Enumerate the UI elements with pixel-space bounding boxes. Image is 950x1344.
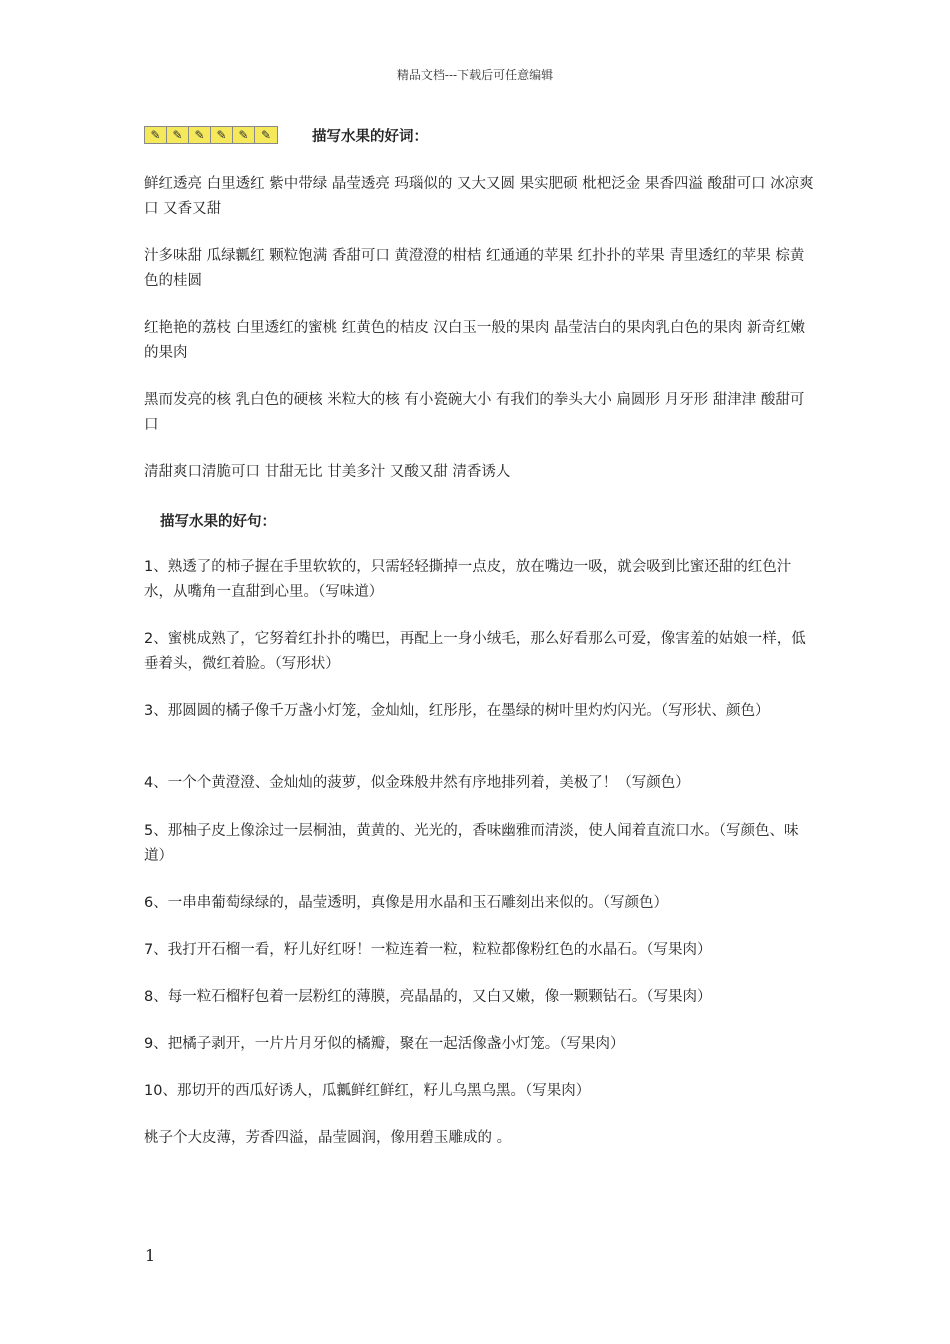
- words-paragraph: 汁多味甜 瓜绿瓤红 颗粒饱满 香甜可口 黄澄澄的柑桔 红通通的苹果 红扑扑的苹果 青里透红的苹果 棕黄色的桂圆: [144, 248, 805, 289]
- sentence-paragraph: 8、每一粒石榴籽包着一层粉红的薄膜，亮晶晶的，又白又嫩，像一颗颗钻石。（写果肉）: [144, 989, 712, 1005]
- page-number: 1: [145, 1246, 156, 1265]
- sentence-paragraph: 4、一个个黄澄澄、金灿灿的菠萝，似金珠般井然有序地排列着，美极了！（写颜色）: [144, 775, 690, 791]
- sentence-paragraph: 6、一串串葡萄绿绿的，晶莹透明，真像是用水晶和玉石雕刻出来似的。（写颜色）: [144, 895, 668, 911]
- pen-scroll-icon: ✎: [211, 127, 233, 143]
- decorative-icon-strip: [144, 126, 278, 144]
- pen-scroll-icon: ✎: [189, 127, 211, 143]
- sentence-paragraph: 7、我打开石榴一看，籽儿好红呀！一粒连着一粒，粒粒都像粉红色的水晶石。（写果肉）: [144, 942, 712, 958]
- sentence-paragraph: 10、那切开的西瓜好诱人，瓜瓤鲜红鲜红，籽儿乌黑乌黑。（写果肉）: [144, 1083, 591, 1099]
- section-heading-words: 描写水果的好词：: [312, 128, 428, 145]
- pen-scroll-icon: ✎: [167, 127, 189, 143]
- words-paragraph: 清甜爽口清脆可口 甘甜无比 甘美多汁 又酸又甜 清香诱人: [144, 464, 511, 480]
- section-heading-sentences: 描写水果的好句：: [160, 514, 276, 530]
- sentence-paragraph: 桃子个大皮薄，芳香四溢，晶莹圆润，像用碧玉雕成的 。: [144, 1130, 512, 1146]
- words-paragraph: 红艳艳的荔枝 白里透红的蜜桃 红黄色的桔皮 汉白玉一般的果肉 晶莹洁白的果肉乳白色的果肉 新奇红嫩的果肉: [144, 320, 806, 361]
- page-header: 精品文档---下载后可任意编辑: [396, 68, 554, 82]
- sentence-paragraph: 5、那柚子皮上像涂过一层桐油，黄黄的、光光的，香味幽雅而清淡，使人闻着直流口水。（写颜色、味道）: [144, 823, 799, 864]
- section-title-row: [144, 124, 428, 146]
- pen-scroll-icon: ✎: [260, 128, 272, 142]
- pen-scroll-icon: ✎: [233, 127, 255, 143]
- words-paragraph: 鲜红透亮 白里透红 紫中带绿 晶莹透亮 玛瑙似的 又大又圆 果实肥硕 枇杷泛金 果香四溢 酸甜可口 冰凉爽口 又香又甜: [144, 176, 814, 217]
- sentence-paragraph: 9、把橘子剥开，一片片月牙似的橘瓣，聚在一起活像盏小灯笼。（写果肉）: [144, 1036, 625, 1052]
- sentence-paragraph: 3、那圆圆的橘子像千万盏小灯笼，金灿灿，红彤彤，在墨绿的树叶里灼灼闪光。（写形状、颜色）: [144, 703, 770, 719]
- pen-scroll-icon: ✎: [145, 127, 167, 143]
- sentence-paragraph: 1、熟透了的柿子握在手里软软的，只需轻轻撕掉一点皮，放在嘴边一吸，就会吸到比蜜还甜的红色汁水，从嘴角一直甜到心里。（写味道）: [144, 559, 792, 600]
- sentence-paragraph: 2、蜜桃成熟了，它努着红扑扑的嘴巴，再配上一身小绒毛，那么好看那么可爱，像害羞的姑娘一样，低垂着头，微红着脸。（写形状）: [144, 631, 806, 672]
- words-paragraph: 黑而发亮的核 乳白色的硬核 米粒大的核 有小瓷碗大小 有我们的拳头大小 扁圆形 月牙形 甜津津 酸甜可口: [144, 392, 805, 433]
